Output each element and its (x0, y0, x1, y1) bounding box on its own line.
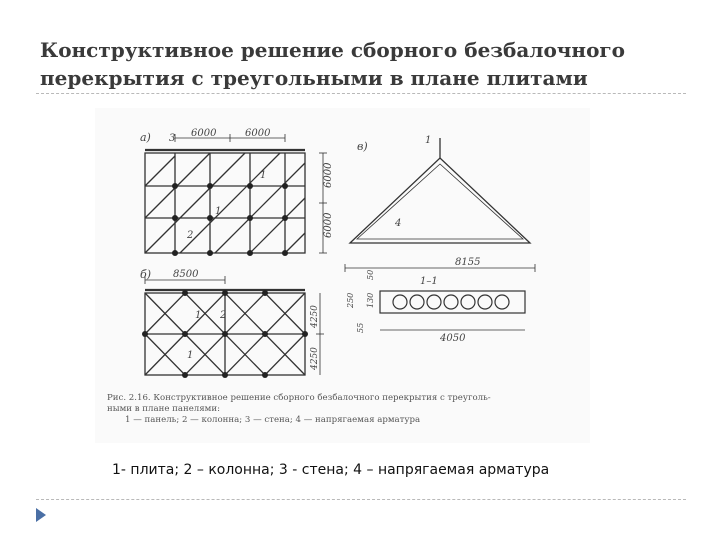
dim-130: 130 (366, 292, 375, 308)
fig-caption-line-2: ными в плане панелями: (107, 404, 220, 414)
construction-drawing (95, 108, 590, 443)
fig-caption-line-3: 1 — панель; 2 — колонна; 3 — стена; 4 — напрягаемая арматура (125, 415, 421, 425)
dim-55: 55 (356, 322, 365, 333)
footer-divider (36, 499, 686, 500)
mark-1-label-b2: 1 (187, 350, 194, 361)
mark-4-label: 4 (395, 218, 402, 229)
dim-6000-h2: 6000 (245, 128, 271, 139)
section-label: 1–1 (420, 276, 438, 287)
dim-8155: 8155 (455, 257, 481, 268)
panel-v-label: в) (357, 140, 368, 153)
dim-6000-h1: 6000 (191, 128, 217, 139)
slide-title (40, 36, 700, 92)
mark-2-label-b: 2 (220, 310, 227, 321)
legend-caption: 1- плита; 2 – колонна; 3 - стена; 4 – напрягаемая арматура (112, 462, 550, 478)
dim-4050: 4050 (440, 333, 466, 344)
mark-1-label-a: 1 (260, 170, 267, 181)
panel-b-label: б) (140, 268, 152, 281)
dim-6000-v2: 6000 (323, 212, 334, 238)
slide-title-line-2: перекрытия с треугольными в плане плитами (40, 66, 588, 90)
title-divider (36, 93, 686, 94)
slide-title-line-1: Конструктивное решение сборного безбалочного (40, 38, 626, 62)
mark-2-label-a: 2 (187, 230, 194, 241)
dim-8500: 8500 (173, 269, 199, 280)
mark-1-label-a2: 1 (215, 206, 222, 217)
panel-a-label: а) (140, 131, 151, 144)
dim-6000-v1: 6000 (323, 162, 334, 188)
mark-3-label: 3 (169, 133, 176, 144)
dim-250: 250 (346, 292, 355, 308)
fig-caption-line-1: Рис. 2.16. Конструктивное решение сборного безбалочного перекрытия с треуголь- (107, 393, 491, 403)
triangle-bullet-icon (34, 506, 48, 524)
bullet-svg (34, 506, 48, 524)
drawing-svg (95, 108, 590, 443)
dim-50: 50 (366, 269, 375, 280)
mark-1-label-b: 1 (195, 310, 202, 321)
dim-4250-a: 4250 (310, 305, 320, 328)
mark-1-label-v: 1 (425, 135, 432, 146)
dim-4250-b: 4250 (310, 347, 320, 370)
